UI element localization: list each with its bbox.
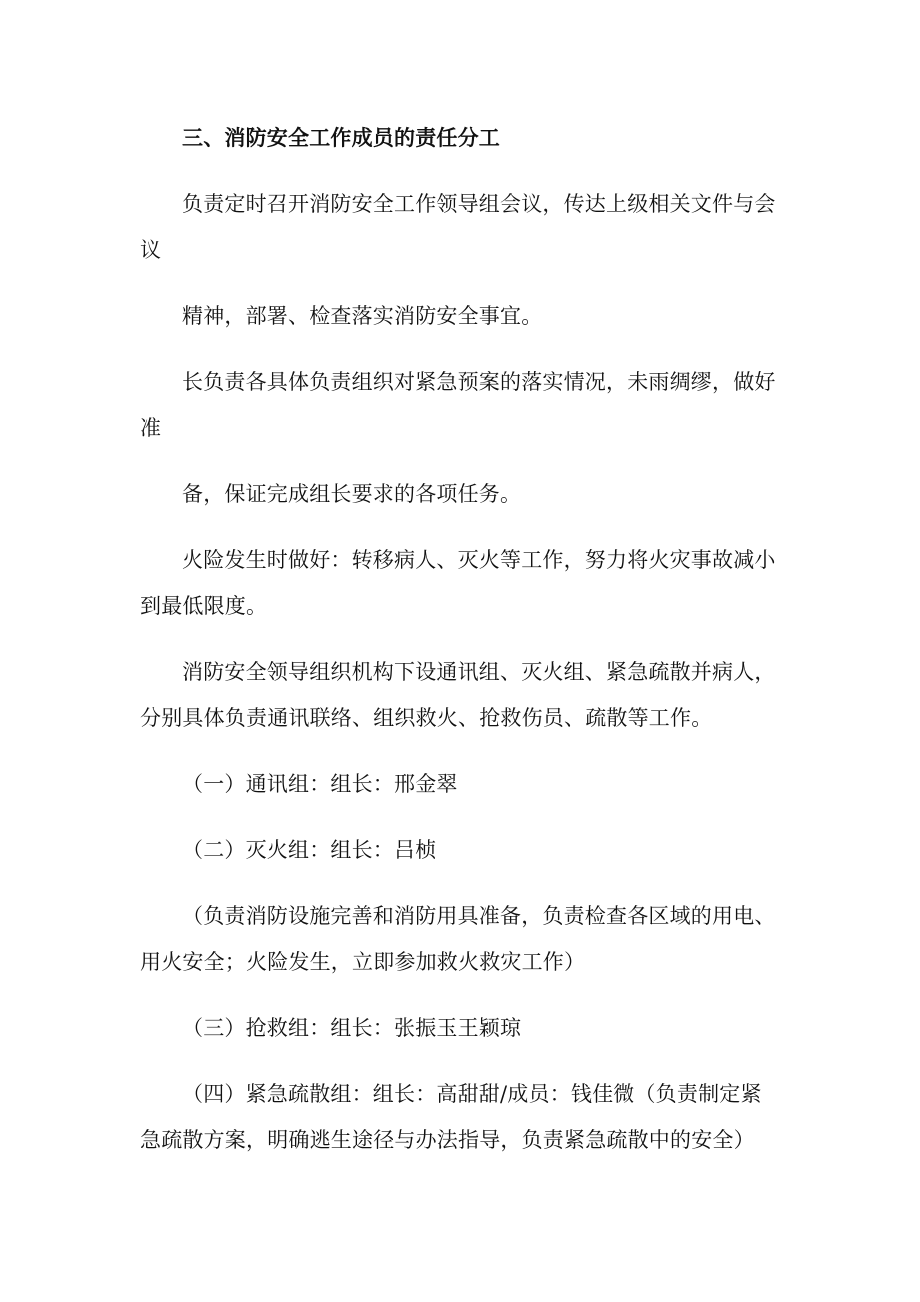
rescue-group-line: （三）抢救组：组长：张振玉王颖琼 — [182, 1016, 522, 1040]
fire-group-duty-line-2: 用火安全；火险发生，立即参加救火救灾工作） — [140, 950, 586, 974]
paragraph-1-line-1: 负责定时召开消防安全工作领导组会议，传达上级相关文件与会 — [182, 192, 776, 216]
paragraph-1-line-2: 议 — [140, 238, 162, 262]
comm-group-line: （一）通讯组：组长：邢金翠 — [182, 772, 458, 796]
paragraph-6-line-2: 分别具体负责通讯联络、组织救火、抢救伤员、疏散等工作。 — [140, 706, 713, 730]
fire-group-duty-line-1: （负责消防设施完善和消防用具准备，负责检查各区域的用电、 — [182, 904, 776, 928]
evacuation-group-line-1: （四）紧急疏散组：组长：高甜甜/成员：钱佳微（负责制定紧 — [182, 1082, 762, 1106]
paragraph-4-line-1: 备，保证完成组长要求的各项任务。 — [182, 482, 522, 506]
evacuation-group-line-2: 急疏散方案，明确逃生途径与办法指导，负责紧急疏散中的安全） — [140, 1128, 755, 1152]
paragraph-5-line-1: 火险发生时做好：转移病人、灭火等工作，努力将火灾事故减小 — [182, 548, 776, 572]
paragraph-3-line-2: 准 — [140, 416, 162, 440]
section-heading: 三、消防安全工作成员的责任分工 — [182, 125, 500, 150]
paragraph-6-line-1: 消防安全领导组织机构下设通讯组、灭火组、紧急疏散并病人， — [182, 660, 776, 684]
paragraph-2-line-1: 精神，部署、检查落实消防安全事宜。 — [182, 304, 543, 328]
paragraph-5-line-2: 到最低限度。 — [140, 594, 268, 618]
fire-group-line: （二）灭火组：组长：吕桢 — [182, 838, 437, 862]
paragraph-3-line-1: 长负责各具体负责组织对紧急预案的落实情况，未雨绸缪，做好 — [182, 370, 776, 394]
